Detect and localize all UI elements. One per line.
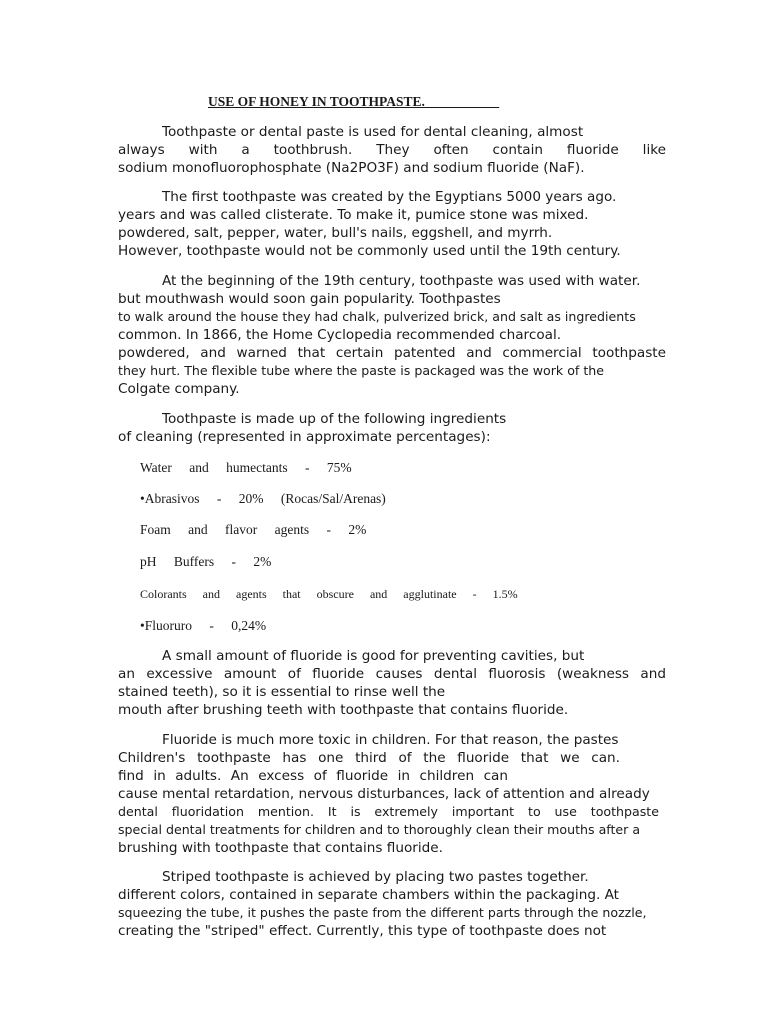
paragraph-line: However, toothpaste would not be commonly used until the 19th century.: [118, 243, 621, 259]
paragraph-line: creating the "striped" effect. Currently, this type of toothpaste does not: [118, 923, 607, 939]
paragraph-line: A small amount of fluoride is good for preventing cavities, but: [162, 648, 585, 664]
paragraph-line: squeezing the tube, it pushes the paste from the different parts through the nozzle,: [118, 905, 647, 920]
ingredient-item: pH Buffers - 2%: [140, 554, 272, 569]
paragraph-line: sodium monofluorophosphate (Na2PO3F) and sodium fluoride (NaF).: [118, 160, 585, 176]
paragraph-line: an excessive amount of fluoride causes dental fluorosis (weakness and: [118, 666, 666, 682]
ingredient-item: Foam and flavor agents - 2%: [140, 522, 367, 537]
paragraph-line: but mouthwash would soon gain popularity. Toothpastes: [118, 291, 501, 307]
paragraph-line: Toothpaste is made up of the following ingredients: [162, 411, 507, 427]
paragraph-line: Children's toothpaste has one third of the fluoride that we can.: [118, 750, 620, 766]
paragraph-line: years and was called clisterate. To make it, pumice stone was mixed.: [118, 207, 589, 223]
ingredient-item: Colorants and agents that obscure and agglutinate - 1.5%: [140, 587, 518, 601]
paragraph-line: Toothpaste or dental paste is used for dental cleaning, almost: [162, 124, 584, 140]
paragraph-line: At the beginning of the 19th century, toothpaste was used with water.: [162, 273, 641, 289]
paragraph-line: stained teeth), so it is essential to rinse well the: [118, 684, 446, 700]
paragraph-line: The first toothpaste was created by the Egyptians 5000 years ago.: [162, 189, 617, 205]
document-title: USE OF HONEY IN TOOTHPASTE.: [208, 94, 500, 109]
paragraph-line: Colgate company.: [118, 381, 240, 397]
paragraph-line: cause mental retardation, nervous disturbances, lack of attention and already: [118, 786, 650, 802]
ingredient-item: •Fluoruro - 0,24%: [140, 618, 267, 633]
paragraph-line: common. In 1866, the Home Cyclopedia recommended charcoal.: [118, 327, 562, 343]
paragraph-line: find in adults. An excess of fluoride in children can: [118, 768, 508, 784]
paragraph-line: brushing with toothpaste that contains fluoride.: [118, 840, 443, 856]
paragraph-line: powdered, and warned that certain patented and commercial toothpaste: [118, 345, 666, 361]
paragraph-line: Fluoride is much more toxic in children. For that reason, the pastes: [162, 732, 619, 748]
paragraph-line: dental fluoridation mention. It is extremely important to use toothpaste: [118, 804, 659, 819]
paragraph-line: always with a toothbrush. They often contain fluoride like: [118, 142, 666, 158]
paragraph-line: they hurt. The flexible tube where the paste is packaged was the work of the: [118, 363, 605, 378]
paragraph-line: special dental treatments for children and to thoroughly clean their mouths after a: [118, 822, 641, 837]
paragraph-line: different colors, contained in separate chambers within the packaging. At: [118, 887, 619, 903]
paragraph-line: Striped toothpaste is achieved by placing two pastes together.: [162, 869, 589, 885]
ingredient-item: Water and humectants - 75%: [140, 460, 352, 475]
ingredient-item: •Abrasivos - 20% (Rocas/Sal/Arenas): [140, 491, 386, 506]
paragraph-line: of cleaning (represented in approximate percentages):: [118, 429, 491, 445]
paragraph-line: to walk around the house they had chalk, pulverized brick, and salt as ingredients: [118, 309, 636, 324]
paragraph-line: mouth after brushing teeth with toothpaste that contains fluoride.: [118, 702, 569, 718]
paragraph-line: powdered, salt, pepper, water, bull's nails, eggshell, and myrrh.: [118, 225, 553, 241]
